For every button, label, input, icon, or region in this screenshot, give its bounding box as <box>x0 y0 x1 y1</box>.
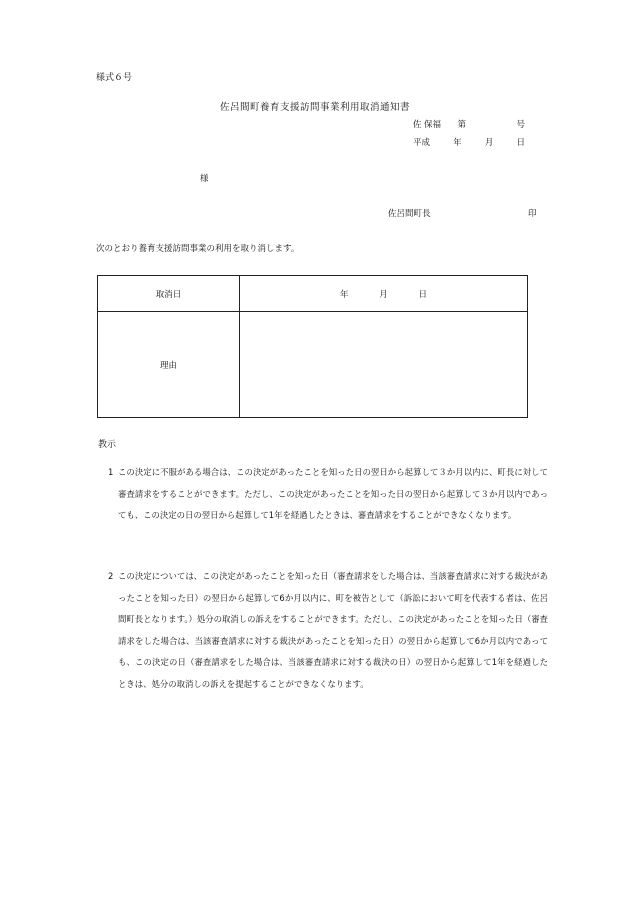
doc-number-dai: 第 <box>457 120 466 130</box>
doc-date-era: 平成 <box>413 138 431 148</box>
reason-label: 理由 <box>98 312 240 418</box>
cancel-date-value <box>240 276 528 312</box>
doc-number-dept: 保福 <box>423 120 441 130</box>
cancel-date-label: 取消日 <box>98 276 240 312</box>
instructions-heading: 教示 <box>98 440 117 450</box>
form-number: 様式６号 <box>96 73 133 83</box>
doc-number-org: 佐 <box>413 120 422 130</box>
instruction-number: 1 <box>108 467 114 477</box>
document-date <box>413 136 525 148</box>
reason-value <box>240 312 528 418</box>
doc-number-go: 号 <box>516 120 525 130</box>
document-title: 佐呂間町養育支援訪問事業利用取消通知書 <box>219 102 410 113</box>
doc-date-year: 年 <box>453 138 462 148</box>
cancellation-table <box>97 275 528 418</box>
table-row <box>98 312 528 418</box>
doc-date-month: 月 <box>484 138 494 148</box>
lead-text: 次のとおり養育支援訪問事業の利用を取り消します。 <box>96 244 300 254</box>
addressee-suffix: 様 <box>200 174 209 184</box>
cancel-date-month: 月 <box>379 289 388 300</box>
cancel-date-day: 日 <box>418 289 427 300</box>
table-row <box>98 276 528 312</box>
issuer-name: 佐呂間町長 <box>388 209 431 219</box>
instruction-item <box>108 462 548 527</box>
instruction-text: この決定については、この決定があったことを知った日（審査請求をした場合は、当該審査請求に対する裁決があったことを知った日）の翌日から起算して6か月以内に、町を被告として（訴訟において町を代表する者は、佐呂間町長となります。）処分の取消しの訴えをすることができます。ただし、この決定があったことを知った日（審査請求をした場合は、当該審査請求に対する裁決があったことを知った日）の翌日から起算して6か月以内であっても、この決定の日（審査請求をした場合は、当該審査請求に対する裁決の日）の翌日から起算して1年を経過したときは、処分の取消しの訴えを提起することができなくなります。 <box>118 571 548 689</box>
instruction-number: 2 <box>108 571 114 581</box>
instruction-text: この決定に不服がある場合は、この決定があったことを知った日の翌日から起算して３か月以内に、町長に対して審査請求をすることができます。ただし、この決定があったことを知った日の翌日から起算して３か月以内であっても、この決定の日の翌日から起算して1年を経過したときは、審査請求をすることができなくなります。 <box>118 467 548 520</box>
seal-mark: 印 <box>528 209 537 219</box>
cancel-date-year: 年 <box>340 289 349 300</box>
instruction-item <box>108 566 548 695</box>
document-number <box>413 118 525 130</box>
doc-date-day: 日 <box>516 138 525 148</box>
